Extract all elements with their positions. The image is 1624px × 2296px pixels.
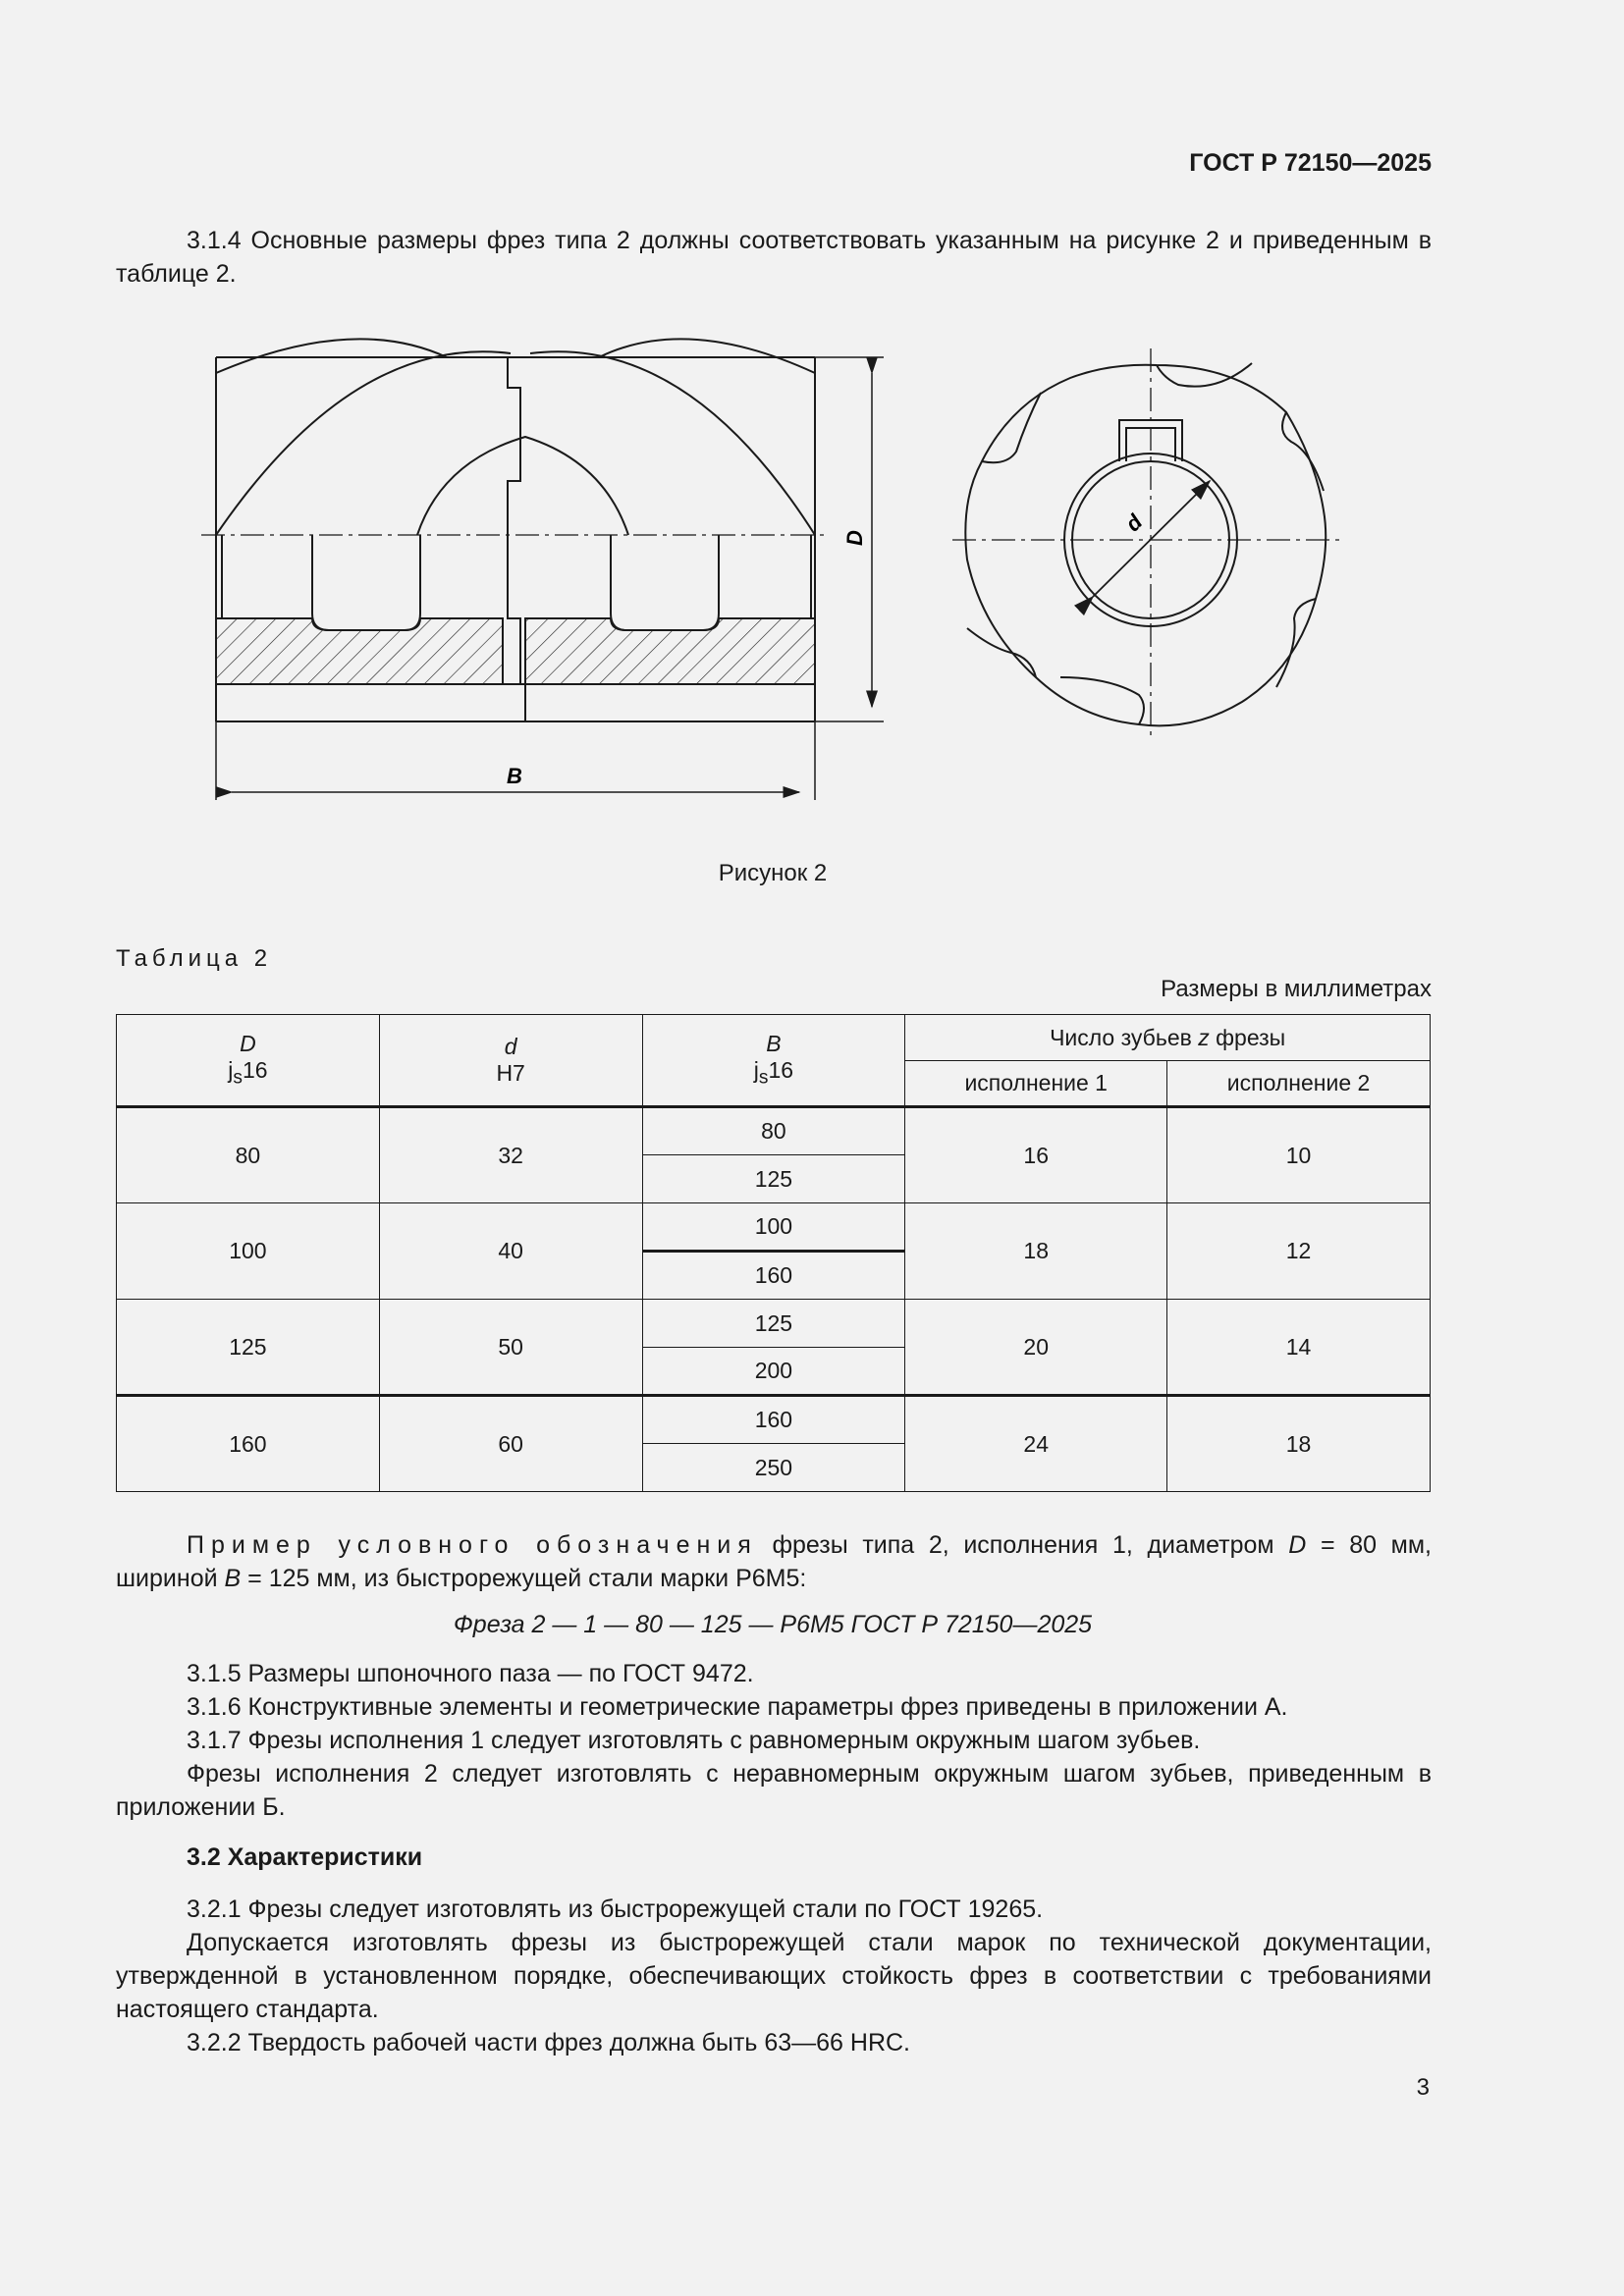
clause-3-1-7-cont: Фрезы исполнения 2 следует изготовлять с неравномерным окружным шагом зубьев, приведенным в приложении Б. (116, 1760, 1432, 1821)
cell-z2: 12 (1167, 1203, 1431, 1300)
cell-B: 250 (642, 1444, 905, 1492)
dim-label-B: B (507, 764, 522, 788)
dim-label-d: d (1120, 509, 1148, 537)
cell-B: 160 (642, 1396, 905, 1444)
cell-B: 200 (642, 1348, 905, 1396)
header-variant-2: исполнение 2 (1167, 1061, 1431, 1107)
cell-z2: 18 (1167, 1396, 1431, 1492)
page-number: 3 (1416, 2074, 1430, 2101)
cell-B: 100 (642, 1203, 905, 1252)
cell-z1: 16 (905, 1107, 1167, 1203)
cell-d: 40 (379, 1203, 642, 1300)
cell-B: 125 (642, 1155, 905, 1203)
cell-z1: 18 (905, 1203, 1167, 1300)
table-units: Размеры в миллиметрах (1161, 976, 1432, 1002)
cell-d: 32 (379, 1107, 642, 1203)
cell-D: 100 (117, 1203, 380, 1300)
cell-z1: 24 (905, 1396, 1167, 1492)
clause-3-1-7: 3.1.7 Фрезы исполнения 1 следует изготовлять с равномерным окружным шагом зубьев. (187, 1727, 1201, 1754)
cell-d: 60 (379, 1396, 642, 1492)
designation-example: Пример условного обозначения фрезы типа 2, исполнения 1, диаметром D = 80 мм, шириной B = 125 мм, из быстрорежущей стали марки Р6М5: (116, 1531, 1432, 1592)
designation-formula: Фреза 2 — 1 — 80 — 125 — Р6М5 ГОСТ Р 72150—2025 (453, 1611, 1093, 1638)
figure-caption: Рисунок 2 (718, 860, 828, 886)
clause-3-1-4: 3.1.4 Основные размеры фрез типа 2 должны соответствовать указанным на рисунке 2 и приведенным в таблице 2. (116, 227, 1432, 288)
cell-z2: 14 (1167, 1300, 1431, 1396)
header-d: d H7 (379, 1015, 642, 1107)
cell-z2: 10 (1167, 1107, 1431, 1203)
cell-d: 50 (379, 1300, 642, 1396)
header-teeth: Число зубьев z фрезы (905, 1015, 1431, 1061)
section-heading: 3.2 Характеристики (187, 1843, 423, 1871)
dimensions-table (116, 1014, 1431, 1492)
cell-B: 80 (642, 1107, 905, 1155)
clause-3-2-1: 3.2.1 Фрезы следует изготовлять из быстрорежущей стали по ГОСТ 19265. (187, 1896, 1044, 1923)
cell-z1: 20 (905, 1300, 1167, 1396)
cell-D: 80 (117, 1107, 380, 1203)
header-B: B $j_s16$ (642, 1015, 905, 1107)
table-label: Таблица 2 (116, 945, 273, 972)
clause-3-2-2: 3.2.2 Твердость рабочей части фрез должна быть 63—66 HRC. (187, 2029, 910, 2056)
dim-label-D: D (842, 530, 867, 546)
header-D: D $j_s16$ (117, 1015, 380, 1107)
cell-B: 160 (642, 1252, 905, 1300)
header-variant-1: исполнение 1 (905, 1061, 1167, 1107)
figure-2-drawing (0, 0, 1624, 883)
cell-D: 160 (117, 1396, 380, 1492)
clause-3-2-1-cont: Допускается изготовлять фрезы из быстрорежущей стали марок по технической документации, утвержденной в установленном порядке, обеспечивающих стойкость фрез в соответствии с требованиями настоящего стандарта. (116, 1929, 1432, 2023)
clause-3-1-6: 3.1.6 Конструктивные элементы и геометрические параметры фрез приведены в приложении А. (187, 1693, 1288, 1721)
cell-B: 125 (642, 1300, 905, 1348)
cell-D: 125 (117, 1300, 380, 1396)
clause-3-1-5: 3.1.5 Размеры шпоночного паза — по ГОСТ 9472. (187, 1660, 754, 1687)
document-header: ГОСТ Р 72150—2025 (1189, 149, 1432, 177)
